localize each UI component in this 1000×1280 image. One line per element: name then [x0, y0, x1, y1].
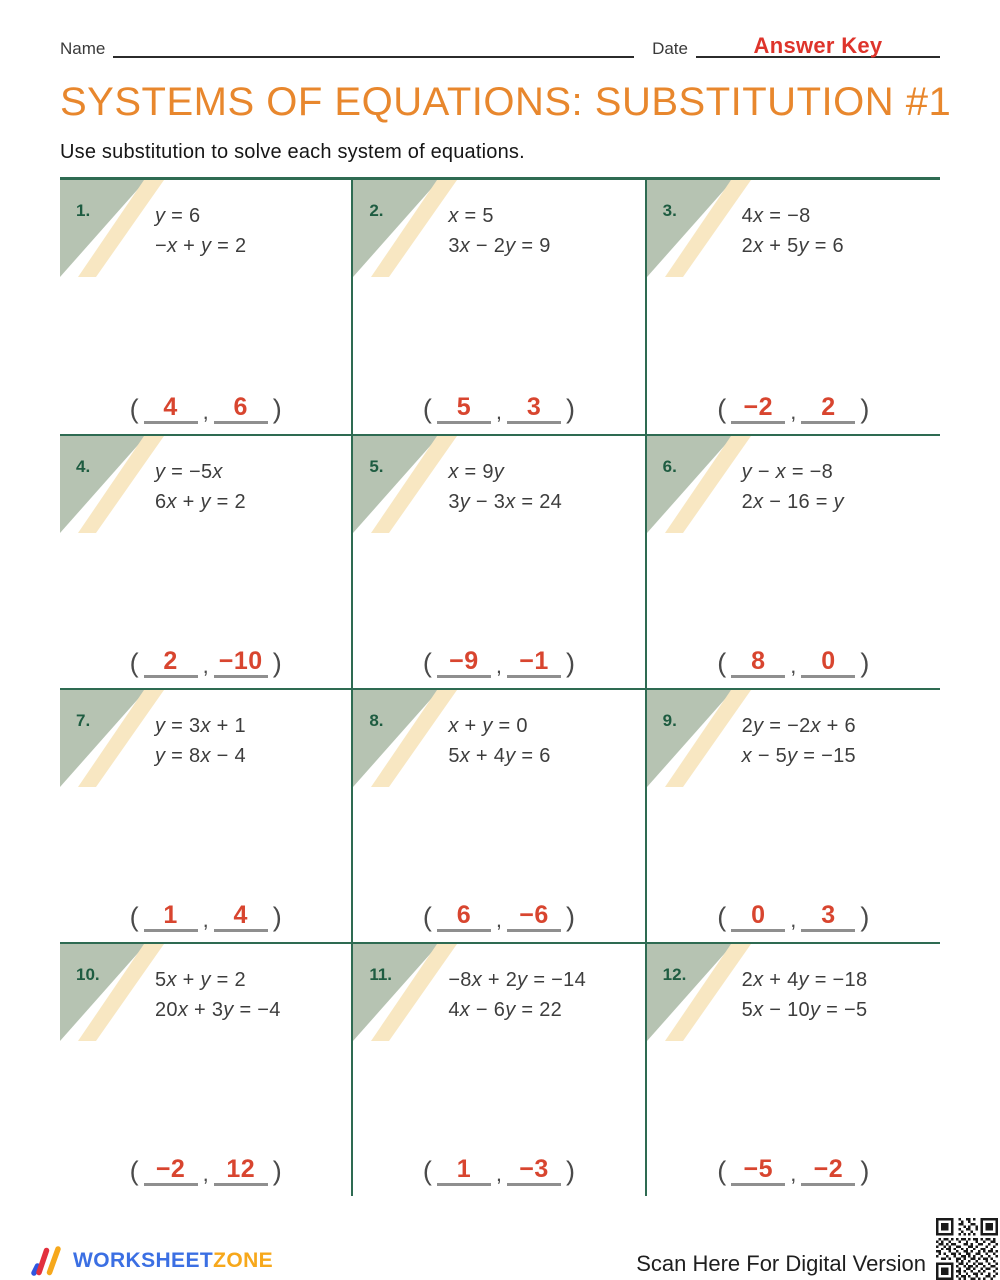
- problem-cell-6: [647, 434, 940, 688]
- equation-2: 3x − 2y = 9: [448, 235, 551, 257]
- comma: ,: [202, 399, 209, 424]
- answer-line: [60, 394, 351, 424]
- open-paren: (: [717, 902, 727, 932]
- equation-1: y − x = −8: [741, 461, 834, 483]
- answer-y[interactable]: −1: [507, 648, 561, 678]
- answer-line: [353, 394, 644, 424]
- header-row: [60, 30, 940, 61]
- problem-number: 12.: [662, 965, 687, 984]
- answer-x[interactable]: −2: [731, 394, 785, 424]
- answer-x[interactable]: −5: [731, 1156, 785, 1186]
- equation-2: 4x − 6y = 22: [448, 999, 563, 1021]
- answer-line: [647, 902, 940, 932]
- corner-ribbon-icon: [60, 690, 164, 787]
- problem-number: 11.: [369, 965, 393, 984]
- open-paren: (: [422, 648, 432, 678]
- answer-y[interactable]: 6: [214, 394, 268, 424]
- problem-number: 4.: [76, 457, 91, 476]
- comma: ,: [202, 1161, 209, 1186]
- comma: ,: [202, 907, 209, 932]
- answer-y[interactable]: 0: [801, 648, 855, 678]
- answer-line: [647, 648, 940, 678]
- comma: ,: [495, 907, 503, 932]
- close-paren: ): [860, 394, 870, 424]
- equation-2: 20x + 3y = −4: [155, 999, 281, 1021]
- corner-ribbon-icon: [647, 180, 751, 277]
- name-label: Name: [60, 39, 106, 58]
- problem-number: 5.: [369, 457, 384, 476]
- answer-line: [353, 648, 644, 678]
- equation-2: x − 5y = −15: [741, 745, 856, 767]
- equation-2: 5x − 10y = −5: [741, 999, 868, 1021]
- problem-cell-9: [647, 688, 940, 942]
- equation-1: x + y = 0: [448, 715, 528, 737]
- problem-cell-11: [353, 942, 646, 1196]
- problem-cell-2: [353, 180, 646, 434]
- problem-number: 3.: [662, 201, 677, 220]
- answer-line: [647, 1156, 940, 1186]
- answer-x[interactable]: 1: [144, 902, 198, 932]
- answer-x[interactable]: 2: [144, 648, 198, 678]
- problem-number: 9.: [662, 711, 677, 730]
- equation-1: y = 3x + 1: [155, 715, 246, 737]
- close-paren: ): [860, 902, 870, 932]
- problem-number: 1.: [76, 201, 91, 220]
- w-logo-icon: [28, 1242, 66, 1280]
- close-paren: ): [566, 902, 576, 932]
- comma: ,: [790, 653, 797, 678]
- problem-number: 2.: [369, 201, 384, 220]
- close-paren: ): [860, 1156, 870, 1186]
- equation-1: y = 6: [155, 205, 201, 227]
- answer-y[interactable]: −2: [801, 1156, 855, 1186]
- worksheet-zone-logo: [28, 1242, 273, 1280]
- date-label: Date: [652, 39, 688, 58]
- close-paren: ): [860, 648, 870, 678]
- answer-line: [60, 648, 351, 678]
- equation-1: x = 5: [448, 205, 494, 227]
- corner-ribbon-icon: [60, 944, 164, 1041]
- close-paren: ): [272, 1156, 282, 1186]
- answer-line: [647, 394, 940, 424]
- instructions-text: Use substitution to solve each system of equations.: [60, 141, 525, 163]
- corner-ribbon-icon: [353, 436, 457, 533]
- problem-cell-7: [60, 688, 353, 942]
- name-line[interactable]: [113, 36, 634, 58]
- answer-x[interactable]: 6: [437, 902, 491, 932]
- equation-2: 3y − 3x = 24: [448, 491, 563, 513]
- corner-ribbon-icon: [353, 944, 457, 1041]
- close-paren: ): [272, 902, 282, 932]
- equation-2: 2x − 16 = y: [741, 491, 844, 513]
- equation-2: 5x + 4y = 6: [448, 745, 551, 767]
- open-paren: (: [717, 1156, 727, 1186]
- equation-1: 5x + y = 2: [155, 969, 246, 991]
- open-paren: (: [129, 902, 139, 932]
- answer-x[interactable]: 1: [437, 1156, 491, 1186]
- answer-y[interactable]: −6: [507, 902, 561, 932]
- comma: ,: [202, 653, 209, 678]
- corner-ribbon-icon: [353, 690, 457, 787]
- answer-y[interactable]: 4: [214, 902, 268, 932]
- answer-key-text: Answer Key: [753, 33, 883, 58]
- problem-cell-8: [353, 688, 646, 942]
- equation-1: 2x + 4y = −18: [741, 969, 868, 991]
- answer-y[interactable]: 2: [801, 394, 855, 424]
- equation-2: −x + y = 2: [155, 235, 247, 257]
- answer-y[interactable]: 3: [801, 902, 855, 932]
- qr-code: [936, 1218, 998, 1280]
- close-paren: ): [566, 1156, 576, 1186]
- problem-cell-5: [353, 434, 646, 688]
- corner-ribbon-icon: [647, 944, 751, 1041]
- problems-grid: [60, 177, 940, 1196]
- problem-number: 7.: [76, 711, 91, 730]
- corner-ribbon-icon: [353, 180, 457, 277]
- problem-cell-4: [60, 434, 353, 688]
- close-paren: ): [566, 394, 576, 424]
- answer-y[interactable]: 3: [507, 394, 561, 424]
- scan-section: [636, 1218, 998, 1280]
- corner-ribbon-icon: [647, 690, 751, 787]
- answer-y[interactable]: 12: [214, 1156, 268, 1186]
- answer-x[interactable]: 0: [731, 902, 785, 932]
- page-title: SYSTEMS OF EQUATIONS: SUBSTITUTION #1: [60, 80, 952, 124]
- problem-number: 6.: [662, 457, 677, 476]
- comma: ,: [790, 907, 797, 932]
- answer-x[interactable]: 8: [731, 648, 785, 678]
- brand-zone: ZONE: [213, 1249, 274, 1272]
- corner-ribbon-icon: [647, 436, 751, 533]
- answer-line: [353, 1156, 644, 1186]
- comma: ,: [790, 1161, 797, 1186]
- equation-1: 2y = −2x + 6: [741, 715, 856, 737]
- comma: ,: [495, 1161, 503, 1186]
- footer: [60, 1218, 940, 1280]
- open-paren: (: [129, 1156, 139, 1186]
- equation-2: y = 8x − 4: [155, 745, 246, 767]
- corner-ribbon-icon: [60, 180, 164, 277]
- equation-2: 2x + 5y = 6: [741, 235, 844, 257]
- open-paren: (: [129, 394, 139, 424]
- scan-text: Scan Here For Digital Version: [636, 1251, 926, 1276]
- brand-worksheet: WORKSHEET: [73, 1249, 214, 1272]
- open-paren: (: [422, 394, 432, 424]
- problem-cell-3: [647, 180, 940, 434]
- equation-1: x = 9y: [448, 461, 505, 483]
- open-paren: (: [422, 902, 432, 932]
- answer-x[interactable]: 4: [144, 394, 198, 424]
- comma: ,: [495, 653, 503, 678]
- answer-x[interactable]: 5: [437, 394, 491, 424]
- open-paren: (: [717, 648, 727, 678]
- open-paren: (: [422, 1156, 432, 1186]
- problem-number: 8.: [369, 711, 384, 730]
- date-line[interactable]: [696, 30, 940, 58]
- equation-2: 6x + y = 2: [155, 491, 246, 513]
- equation-1: −8x + 2y = −14: [448, 969, 587, 991]
- answer-line: [60, 902, 351, 932]
- comma: ,: [495, 399, 503, 424]
- answer-x[interactable]: −2: [144, 1156, 198, 1186]
- answer-line: [353, 902, 644, 932]
- comma: ,: [790, 399, 797, 424]
- problem-cell-12: [647, 942, 940, 1196]
- problem-cell-10: [60, 942, 353, 1196]
- answer-y[interactable]: −10: [214, 648, 268, 678]
- open-paren: (: [129, 648, 139, 678]
- problem-number: 10.: [76, 965, 100, 984]
- close-paren: ): [272, 394, 282, 424]
- open-paren: (: [717, 394, 727, 424]
- answer-line: [60, 1156, 351, 1186]
- equation-1: 4x = −8: [741, 205, 811, 227]
- close-paren: ): [566, 648, 576, 678]
- corner-ribbon-icon: [60, 436, 164, 533]
- close-paren: ): [272, 648, 282, 678]
- answer-y[interactable]: −3: [507, 1156, 561, 1186]
- problem-cell-1: [60, 180, 353, 434]
- answer-x[interactable]: −9: [437, 648, 491, 678]
- equation-1: y = −5x: [155, 461, 223, 483]
